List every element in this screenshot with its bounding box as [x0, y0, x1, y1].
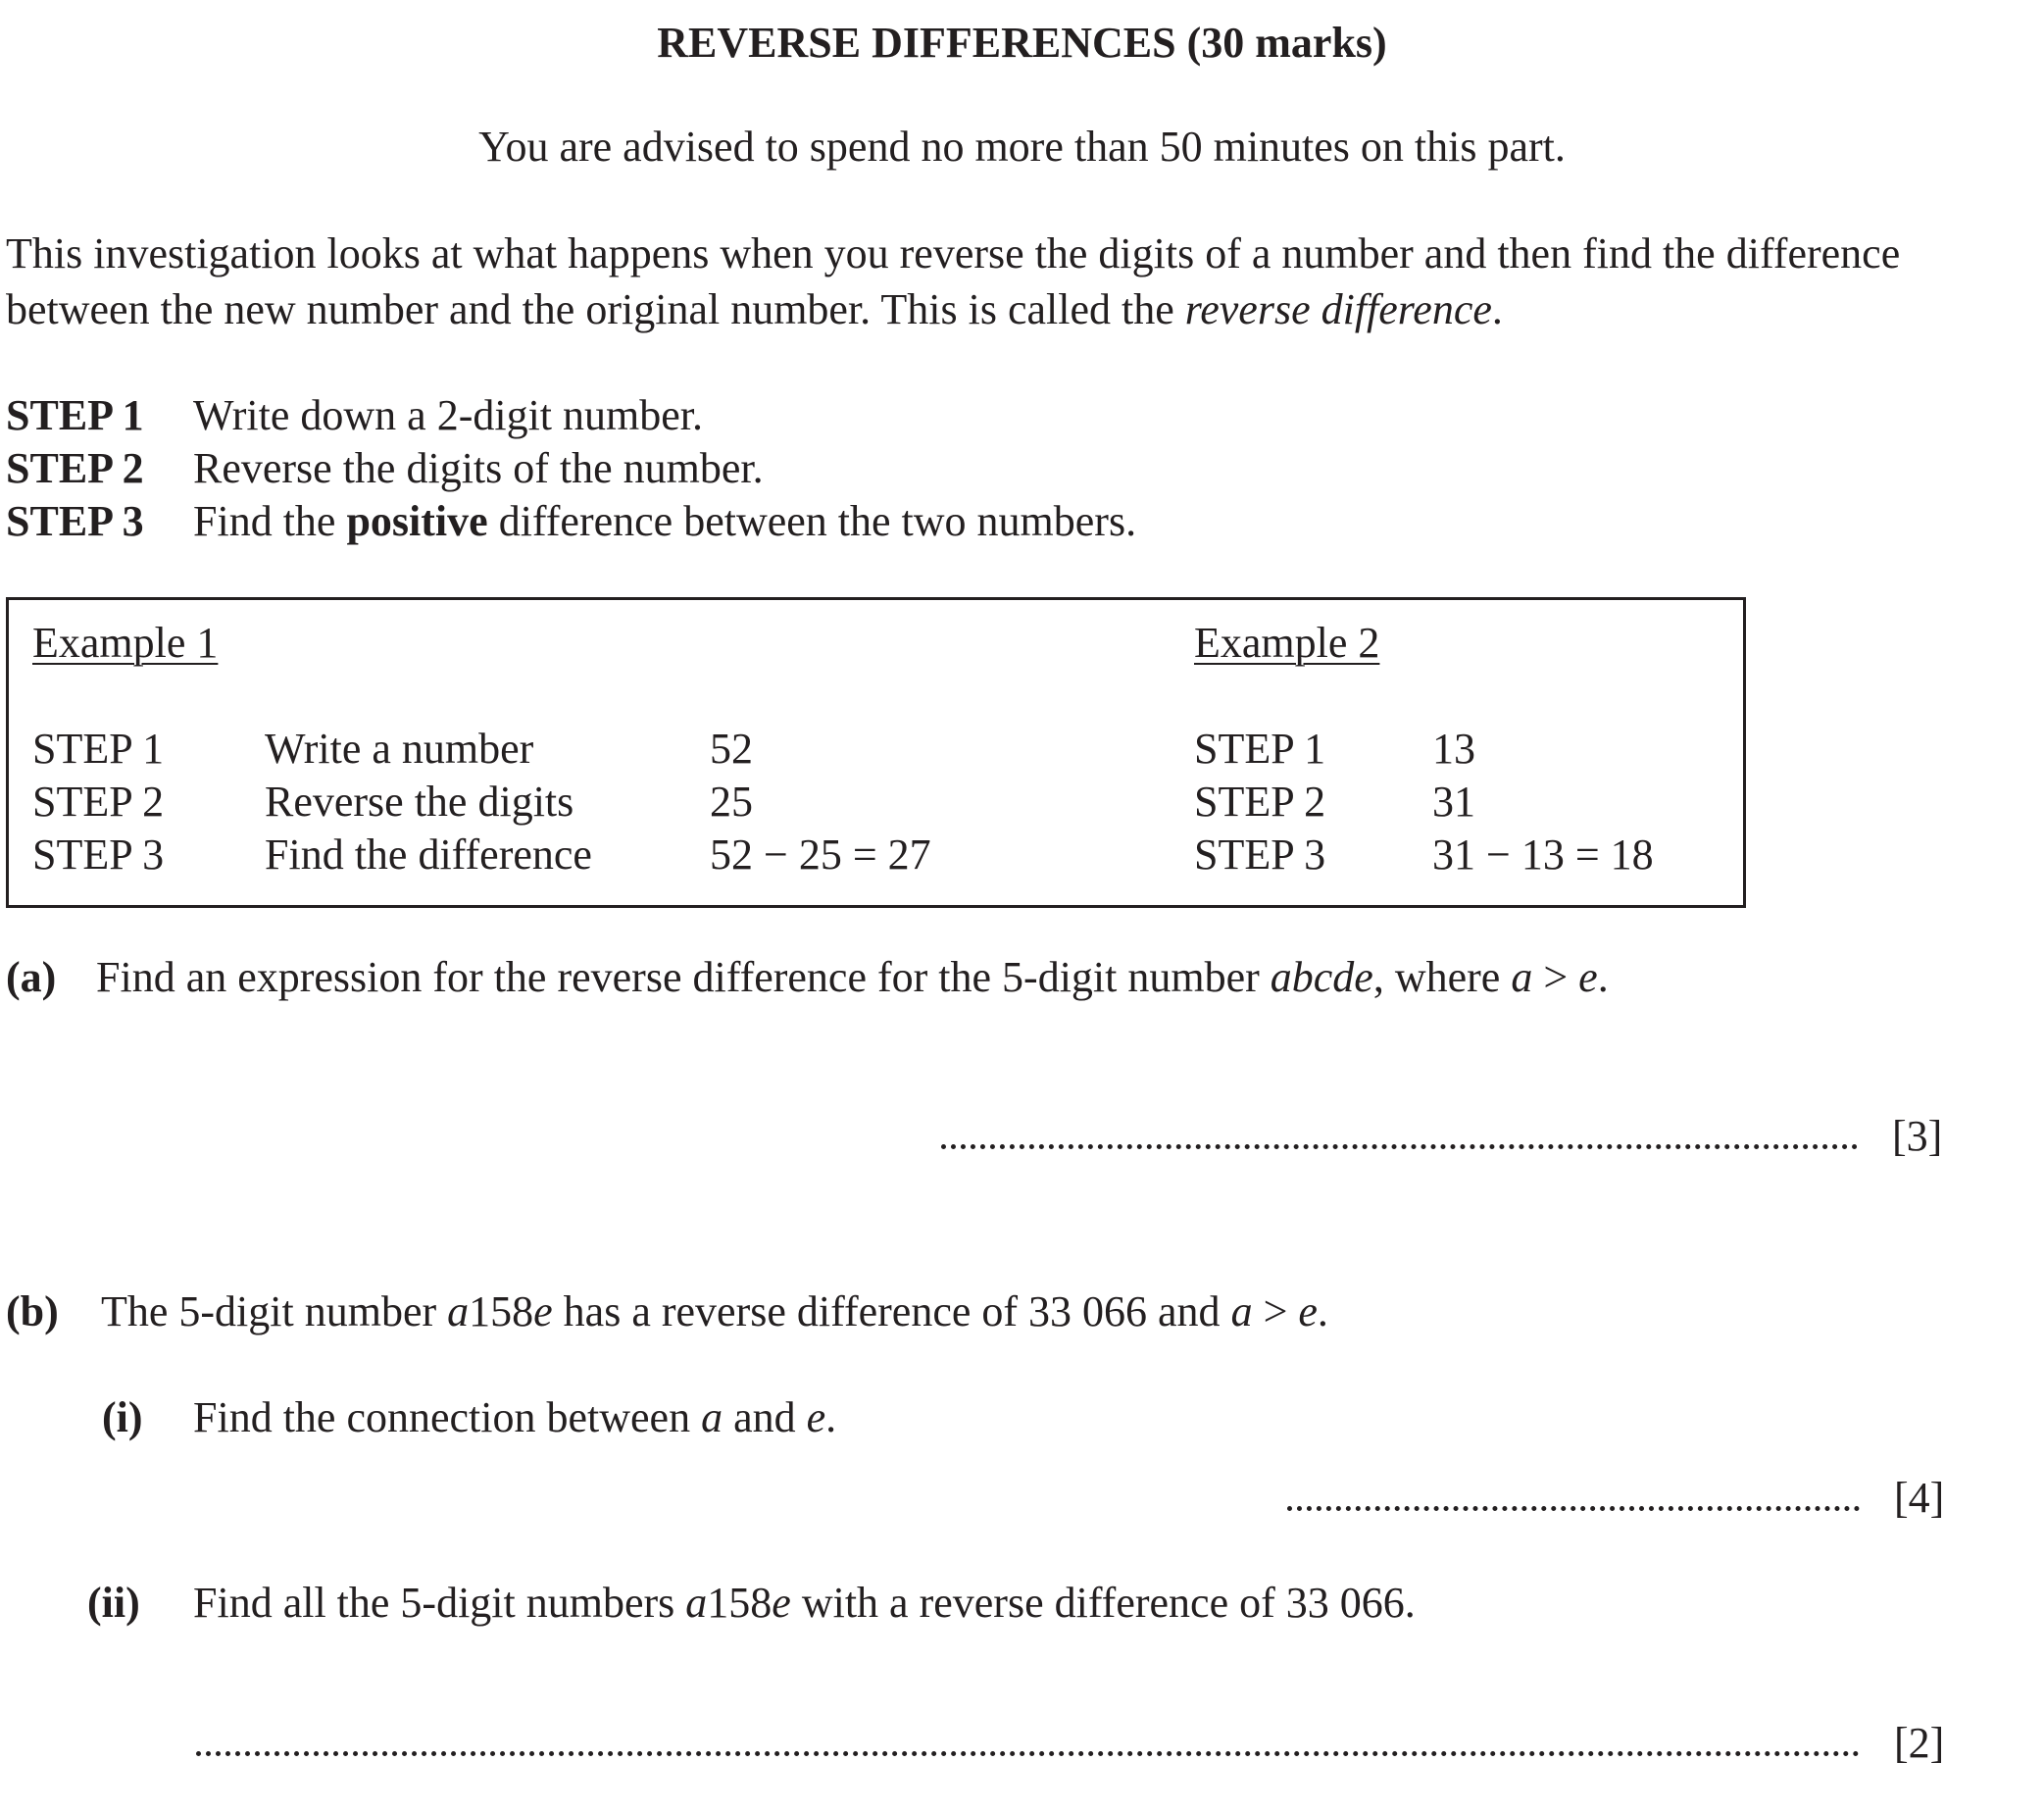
time-advice: You are advised to spend no more than 50 minutes on this part.	[478, 123, 1566, 171]
part-b-ii-text-end: with a reverse difference of 33 066.	[790, 1579, 1416, 1627]
part-a-gt: >	[1532, 953, 1579, 1001]
part-b-i-marks: [4]	[1894, 1474, 1945, 1522]
example-1-value-3: 52 − 25 = 27	[710, 830, 931, 879]
part-a-var-e: e	[1578, 953, 1598, 1001]
part-a-marks: [3]	[1892, 1112, 1943, 1160]
intro-line-1: This investigation looks at what happens when you reverse the digits of a number and then find the difference	[6, 229, 1901, 277]
example-1-step-2: STEP 2	[32, 778, 165, 826]
step-1-label: STEP 1	[6, 391, 144, 439]
example-2-value-3: 31 − 13 = 18	[1432, 830, 1654, 879]
part-a-var-number: abcde	[1270, 953, 1373, 1001]
intro-line-2-end: .	[1491, 285, 1503, 333]
example-2-title: Example 2	[1194, 619, 1380, 667]
part-b-i-var-e: e	[806, 1393, 826, 1441]
example-2-value-2: 31	[1432, 778, 1475, 826]
part-b-i-question	[193, 1393, 837, 1441]
part-b-text-end: .	[1317, 1287, 1328, 1335]
intro-line-2-start: between the new number and the original number. This is called the	[6, 285, 1185, 333]
part-b-text-mid: has a reverse difference of 33 066 and	[552, 1287, 1231, 1335]
part-b-ii-label: (ii)	[87, 1579, 140, 1627]
part-a-question	[96, 953, 1609, 1001]
example-2-value-1: 13	[1432, 725, 1475, 773]
example-1-step-3: STEP 3	[32, 830, 165, 879]
example-2-step-2: STEP 2	[1194, 778, 1326, 826]
part-b-text-start: The 5-digit number	[101, 1287, 448, 1335]
example-1-desc-3: Find the difference	[265, 830, 592, 879]
example-1-value-2: 25	[710, 778, 753, 826]
step-2-label: STEP 2	[6, 444, 144, 492]
step-3-text	[193, 497, 1137, 545]
part-b-ii-question	[193, 1579, 1416, 1627]
part-b-ii-marks: [2]	[1894, 1719, 1945, 1767]
step-2-text: Reverse the digits of the number.	[193, 444, 764, 492]
step-3-text-after: difference between the two numbers.	[487, 497, 1137, 545]
part-b-digits: 158	[469, 1287, 534, 1335]
page-title: REVERSE DIFFERENCES (30 marks)	[657, 19, 1387, 67]
intro-term: reverse difference	[1184, 285, 1492, 333]
part-b-ii-answer-line[interactable]	[196, 1751, 1860, 1756]
intro-line-2	[6, 285, 1503, 333]
part-b-ii-var-e: e	[772, 1579, 791, 1627]
example-1-desc-2: Reverse the digits	[265, 778, 574, 826]
part-b-label: (b)	[6, 1287, 59, 1335]
part-b-i-text-end: .	[825, 1393, 837, 1441]
step-3-emphasis: positive	[346, 497, 488, 545]
part-b-i-answer-line[interactable]	[1287, 1506, 1860, 1511]
part-b-i-var-a: a	[701, 1393, 723, 1441]
part-b-ii-var-a: a	[685, 1579, 708, 1627]
part-a-var-a: a	[1511, 953, 1533, 1001]
example-1-step-1: STEP 1	[32, 725, 165, 773]
part-b-var-a-2: a	[1230, 1287, 1253, 1335]
step-3-label: STEP 3	[6, 497, 144, 545]
step-1-text: Write down a 2-digit number.	[193, 391, 704, 439]
part-a-text-end: .	[1597, 953, 1609, 1001]
part-a-text-start: Find an expression for the reverse difference for the 5-digit number	[96, 953, 1271, 1001]
part-b-gt: >	[1252, 1287, 1299, 1335]
part-b-ii-digits: 158	[707, 1579, 773, 1627]
example-2-step-3: STEP 3	[1194, 830, 1326, 879]
step-3-text-before: Find the	[193, 497, 347, 545]
part-b-ii-text-start: Find all the 5-digit numbers	[193, 1579, 686, 1627]
example-1-desc-1: Write a number	[265, 725, 534, 773]
part-b-var-a: a	[447, 1287, 470, 1335]
part-b-question	[101, 1287, 1328, 1335]
part-b-i-text-mid: and	[723, 1393, 807, 1441]
part-b-var-e-2: e	[1298, 1287, 1318, 1335]
example-1-title: Example 1	[32, 619, 219, 667]
part-b-var-e: e	[533, 1287, 553, 1335]
part-a-text-mid: , where	[1372, 953, 1512, 1001]
part-b-i-text-start: Find the connection between	[193, 1393, 702, 1441]
part-b-i-label: (i)	[102, 1393, 143, 1441]
example-2-step-1: STEP 1	[1194, 725, 1326, 773]
example-1-value-1: 52	[710, 725, 753, 773]
part-a-answer-line[interactable]	[941, 1144, 1858, 1149]
part-a-label: (a)	[6, 953, 57, 1001]
